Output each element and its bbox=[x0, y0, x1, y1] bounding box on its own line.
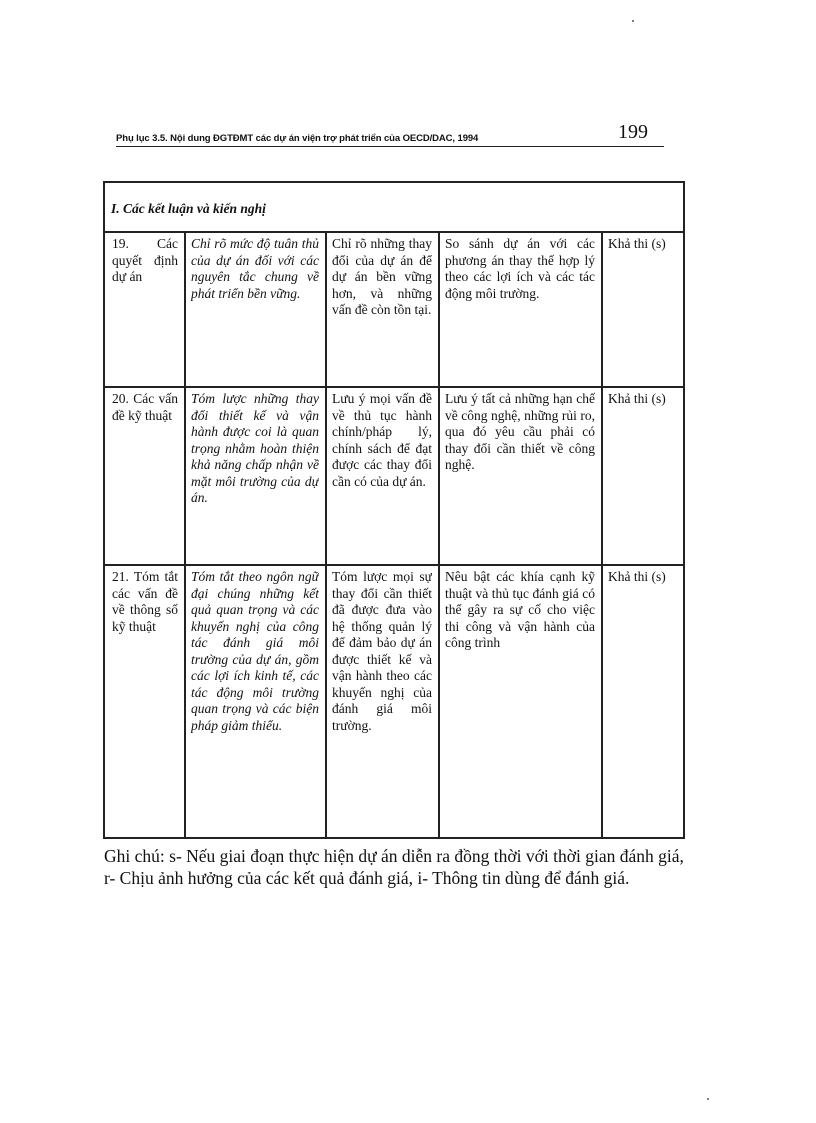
table-divider bbox=[325, 231, 327, 837]
table-cell-item: 20. Các vấn đề kỹ thuật bbox=[112, 391, 178, 423]
table-cell-status: Khả thi (s) bbox=[608, 236, 666, 251]
table-cell-status: Khả thi (s) bbox=[608, 569, 666, 584]
table-divider bbox=[438, 231, 440, 837]
table-divider bbox=[601, 231, 603, 837]
scan-speck bbox=[707, 1098, 709, 1100]
scan-speck bbox=[632, 20, 634, 22]
table-cell-change: Chỉ rõ những thay đổi của dự án để dự án bền vững hơn, và những vấn đề còn tồn tại. bbox=[332, 236, 432, 317]
table-cell-change: Tóm lược mọi sự thay đổi cần thiết đã được đưa vào hệ thống quản lý để đảm bảo dự án được thiết kế và vận hành theo các khuyến nghị của đánh giá môi trường. bbox=[332, 569, 432, 733]
table-divider bbox=[184, 231, 186, 837]
table-divider bbox=[105, 564, 683, 566]
table-cell-comparison: So sánh dự án với các phương án thay thế hợp lý theo các lợi ích và các tác động môi trường. bbox=[445, 236, 595, 301]
content-table bbox=[103, 181, 685, 839]
page-number: 199 bbox=[618, 121, 648, 143]
table-cell-item: 19. Các quyết định dự án bbox=[112, 236, 178, 284]
table-cell-principle: Chỉ rõ mức độ tuân thủ của dự án đối với các nguyên tắc chung về phát triển bền vững. bbox=[191, 236, 319, 301]
table-cell-comparison: Nêu bật các khía cạnh kỹ thuật và thủ tục đánh giá có thể gây ra sự cố cho việc thi công và vận hành của công trình bbox=[445, 569, 595, 650]
section-heading: I. Các kết luận và kiến nghị bbox=[111, 201, 266, 216]
table-divider bbox=[105, 231, 683, 233]
table-cell-comparison: Lưu ý tất cả những hạn chế về công nghệ, những rủi ro, qua đó yêu cầu phải có thay đổi cần thiết về công nghệ. bbox=[445, 391, 595, 472]
table-cell-status: Khả thi (s) bbox=[608, 391, 666, 406]
table-cell-change: Lưu ý mọi vấn đề về thủ tục hành chính/pháp lý, chính sách để đạt được các thay đổi cần có của dự án. bbox=[332, 391, 432, 489]
table-cell-principle: Tóm lược những thay đổi thiết kế và vận hành được coi là quan trọng nhằm hoàn thiện khả năng chấp nhận về mặt môi trường của dự án. bbox=[191, 391, 319, 505]
table-cell-principle: Tóm tắt theo ngôn ngữ đại chúng những kết quả quan trọng và các khuyến nghị của công tác đánh giá môi trường của dự án, gồm các lợi ích kinh tế, các tác động môi trường quan trọng và các biện pháp giảm thiểu. bbox=[191, 569, 319, 733]
page-header bbox=[116, 120, 664, 147]
footnote: Ghi chú: s- Nếu giai đoạn thực hiện dự án diễn ra đồng thời với thời gian đánh giá, r- Chịu ảnh hưởng của các kết quả đánh giá, i- Thông tin dùng để đánh giá. bbox=[104, 846, 684, 888]
header-title: Phụ lục 3.5. Nội dung ĐGTĐMT các dự án viện trợ phát triển của OECD/DAC, 1994 bbox=[116, 133, 479, 144]
table-divider bbox=[105, 386, 683, 388]
table-cell-item: 21. Tóm tắt các vấn đề về thông số kỹ thuật bbox=[112, 569, 178, 634]
